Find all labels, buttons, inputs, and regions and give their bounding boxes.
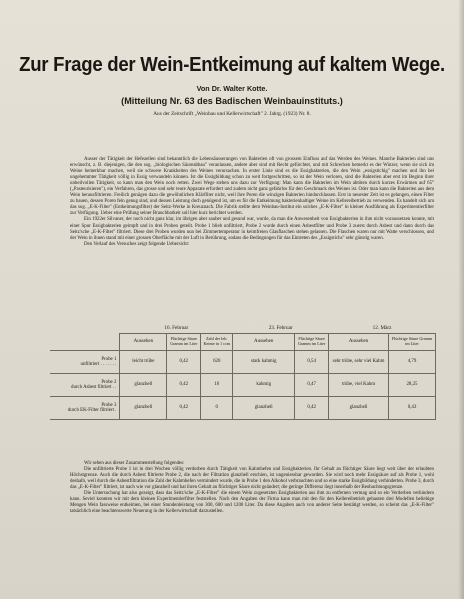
row-label: Probe 3 durch EK-Filter filtriert .	[50, 397, 120, 420]
table-cell: kahmig	[233, 374, 295, 397]
column-header: Flüchtige Säure Gramm im Liter	[389, 334, 436, 351]
paragraph: Ein 1922er Silvaner, der noch nicht ganz klar, im übrigen aber sauber und gesund war, wurde, da man die Anwesenheit von Essigbakterien in ihm nicht voraussetzen konnte, mit einer Spur Essigbakterien geimpft und in drei Proben geteilt. Probe 1 blieb unfiltriert, Probe 2 wurde durch einen Asbestfilter und Probe 3 zuerst durch Asbest und dann durch das Seitz'sche „E-K-Filter" filtriert. Diese drei Proben wurden nun bei Zimmertemperatur in keimfreien Glasflaschen stehen gelassen. Die Flaschen waren nur mit Watte verschlossen, und der Wein in ihnen stand mit einer grossen Oberfläche mit der Luft in Berührung, sodass die Bedingungen für das Eintreten des „Essigstichs" sehr günstig waren.	[70, 217, 434, 241]
column-header: Flüchtige Säure Gramm im Liter	[295, 334, 329, 351]
row-label: Probe 2 durch Asbest filtriert . .	[50, 374, 120, 397]
row-label: Probe 1 unfiltriert . . . . . . .	[50, 351, 120, 374]
table-cell: glanzhell	[120, 374, 167, 397]
table-cell: 0,54	[295, 351, 329, 374]
table-cell: leicht trübe	[120, 351, 167, 374]
table-cell: stark kahmig	[233, 351, 295, 374]
table-cell: sehr trübe, sehr viel Kahm	[329, 351, 389, 374]
table-cell: 0,42	[295, 397, 329, 420]
column-header: Aussehen	[233, 334, 295, 351]
results-table	[50, 325, 436, 420]
table-cell: 0,42	[167, 397, 201, 420]
column-header: Aussehen	[329, 334, 389, 351]
table-cell: 4,79	[389, 351, 436, 374]
date-header: 12. März	[372, 325, 392, 332]
paragraph: Wir sehen aus dieser Zusammenstellung folgendes:	[84, 461, 185, 466]
table-row	[50, 374, 436, 397]
table-cell: glanzhell	[233, 397, 295, 420]
table-cell: 16	[201, 374, 233, 397]
column-header: Zahl der leb. Keime in 1 ccm	[201, 334, 233, 351]
table-cell: 620	[201, 351, 233, 374]
column-header: Flüchtige Säure Gramm im Liter	[167, 334, 201, 351]
source-line: Aus der Zeitschrift „Weinbau und Kellerwirtschaft" 2. Jahrg. (1923) Nr. 8.	[153, 111, 311, 117]
paragraph: Ausser der Tätigkeit der Hefezellen sind bekanntlich die Lebensäusserungen von Bakterien oft von grossem Einfluss auf das Werden des Weines. Manche Bakterien sind uns erwünscht, z. B. diejenigen, die den sog. „biologischen Säureabbau" veranlassen, andere aber sind mit Recht gefürchtet, und mit Schrecken bemerkt es der Winzer, wenn sie sich im Weine bemerkbar machen, weil sie schwere Krankheiten des Weines verursachen. In erster Linie sind es die Essigbakterien, die den Wein „essigstichig" machen und ihn bei ungehemmter Tätigkeit völlig in Essig verwandeln können. Ist die Essigbildung schon zu weit fortgeschritten, so ist der Wein verloren, sind die Bakterien aber erst im Beginn ihrer unheilvollen Tätigkeit, so kann man den Wein noch retten. Zwei Wege stehen uns dazu zur Verfügung: Man kann die Bakterien im Wein abtöten durch kurzes Erwärmen auf 65° („Pasteurisieren"), ein Verfahren, das grosse und sehr teure Apparate erfordert und zudem nicht ganz gefahrlos für den Geschmack des Weines ist. Oder man kann die Bakterien aus dem Wein herausfiltrieren. Freilich genügen dazu die gewöhnlichen Klärfilter nicht, weil ihre Poren die winzigen Bakterien hindurchlassen. Erst in neuester Zeit ist es gelungen, einen Filter zu bauen, dessen Poren fein genug sind, und dessen Leistung doch genügend ist, um es für die Entkeimung bakterienhaltiger Weine im Kellereibetrieb zu verwenden. Es handelt sich um das sog. „E-K-Filter" (Entkeimungsfilter) der Seitz-Werke in Kreuznach. Die Fabrik stellte dem Weinbau-Institut ein solches „E-K-Filter" in kleiner Ausführung als Experimentierfilter zur Verfügung. Ueber eine Prüfung seiner Brauchbarkeit soll hier kurz berichtet werden.	[70, 157, 434, 217]
intro-text	[70, 157, 434, 248]
author-line: Von Dr. Walter Kotte.	[196, 84, 268, 93]
paragraph: Die unfiltrierte Probe 1 ist in drei Wochen völlig verdorben durch Tätigkeit von Kahmhefen und Essigbakterien. Ihr Gehalt an flüchtiger Säure liegt weit über der erlaubten Höchstgrenze. Auch die durch Asbest filtrierte Probe 2, die nach der Filtration glanzhell erschien, ist ungeniessbar geworden. Sie wird noch mehr Essigsäure auf als Probe 1, wohl deshalb, weil durch die Asbestfiltration die Zahl der Kahmhefen vermindert wurde, die in Probe 1 den Alkohol verbrauchten und so eine starke Essigbildung verhinderten. Probe 3, durch das „E-K-Filter" filtriert, ist nach wie vor glanzhell und hat ihren Gehalt an flüchtiger Säure nicht geändert; die geringe Differenz liegt innerhalb der Beobachtungsgrenze.	[70, 467, 434, 491]
page-title: Zur Frage der Wein-Entkeimung auf kaltem Wege.	[19, 54, 445, 76]
date-header: 23. Februar	[268, 325, 293, 332]
conclusion-text	[70, 461, 434, 515]
table-cell: glanzhell	[120, 397, 167, 420]
table-row	[50, 397, 436, 420]
table-cell: glanzhell	[329, 397, 389, 420]
table-cell: trübe, viel Kahm	[329, 374, 389, 397]
series-line: (Mitteilung Nr. 63 des Badischen Weinbauinstituts.)	[121, 96, 343, 107]
column-header: Aussehen	[120, 334, 167, 351]
table-cell: 0,42	[167, 351, 201, 374]
table-row	[50, 351, 436, 374]
table-cell: 0,42	[167, 374, 201, 397]
paragraph: Die Untersuchung hat also gezeigt, dass das Seitz'sche „E-K-Filter" die einem Wein zugesetzten Essigbakterien aus ihm zu entfernen vermag und so ein Verderben verhindern kann. Seviel konnten wir mit dem kleinen Experimentierfilter feststellen. Nach den Angaben der Firma kann man mit den für den Kellereibetrieb gebauten drei Modellen beliebige Mengen Wein fassweise entkeimen, bei einer Stundenleistung von 300, 600 und 1200 Liter. Da diese Angaben auch von anderer Seite bestätigt werden, so scheint das „E-K-Filter" tatsächlich eine beachtenswerte Neuerung in der Kellerwirtschaft darzustellen.	[70, 491, 434, 515]
table-cell: 28,25	[389, 374, 436, 397]
table-cell: 0,47	[295, 374, 329, 397]
table-cell: 0,43	[389, 397, 436, 420]
table-cell: 0	[201, 397, 233, 420]
paragraph: Den Verlauf des Versuches zeigt folgende Uebersicht:	[84, 241, 190, 247]
date-header: 16. Februar	[164, 325, 189, 332]
